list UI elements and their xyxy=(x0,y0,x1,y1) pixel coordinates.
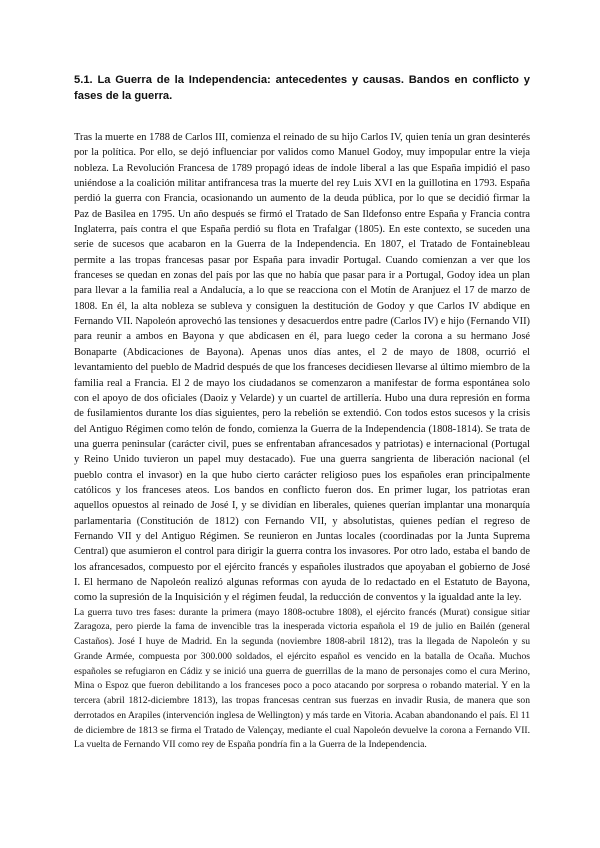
section-heading: 5.1. La Guerra de la Independencia: antecedentes y causas. Bandos en conflicto y fases de la guerra. xyxy=(74,74,530,102)
body-paragraph-phases: La guerra tuvo tres fases: durante la primera (mayo 1808-octubre 1808), el ejército francés (Murat) consigue sitiar Zaragoza, pero pierde la fama de invencible tras la inesperada victoria española el 19 de julio en Bailén (general Castaños). José I huye de Madrid. En la segunda (noviembre 1808-abril 1812), tras la llegada de Napoleón y su Grande Armée, compuesta por 300.000 soldados, el ejército español es vencido en la batalla de Ocaña. Muchos españoles se refugiaron en Cádiz y se inició una guerra de guerrillas de la mano de personajes como el cura Merino, Mina o Espoz que fueron debilitando a los franceses poco a poco atacando por sorpresa o robando material. Y en la tercera (abril 1812-diciembre 1813), las tropas francesas centran sus fuerzas en invadir Rusia, de manera que son derrotados en Arapiles (intervención inglesa de Wellington) y más tarde en Vitoria. Acaban abandonando el país. El 11 de diciembre de 1813 se firma el Tratado de Valençay, mediante el cual Napoleón devuelve la corona a Fernando VII. La vuelta de Fernando VII como rey de España pondría fin a la Guerra de la Independencia. xyxy=(74,606,530,751)
body-paragraph-causes: Tras la muerte en 1788 de Carlos III, comienza el reinado de su hijo Carlos IV, quien tenía un gran desinterés por la política. Por ello, se dejó influenciar por validos como Manuel Godoy, muy impopular entre la vieja nobleza. La Revolución Francesa de 1789 propagó ideas de índole liberal a las que España impidió el paso uniéndose a la coalición militar antifrancesa tras la muerte del rey Luis XVI en la guillotina en 1793. España perdió la guerra con Francia, ocasionando un aumento de la deuda pública, por lo que se decidió firmar la Paz de Basilea en 1795. Un año después se firmó el Tratado de San Ildefonso entre España y Francia contra Inglaterra, país contra el que España perdió su flota en Trafalgar (1805). En este contexto, se suceden una serie de sucesos que acabaron en la Guerra de la Independencia. En 1807, el Tratado de Fontainebleau permite a las tropas francesas pasar por España para invadir Portugal. Cuando comienzan a ver que los franceses se quedan en zonas del país por las que no había que pasar para ir a Portugal, Godoy idea un plan para llevar a la familia real a Andalucía, a lo que se reacciona con el Motín de Aranjuez el 17 de marzo de 1808. En él, la alta nobleza se subleva y consiguen la destitución de Godoy y que Carlos IV abdique en Fernando VII. Napoleón aprovechó las tensiones y desacuerdos entre padre (Carlos IV) e hijo (Fernando VII) para reunir a ambos en Bayona y que abdicasen en él, para luego ceder la corona a su hermano José Bonaparte (Abdicaciones de Bayona). Apenas unos días antes, el 2 de mayo de 1808, ocurrió el levantamiento del pueblo de Madrid después de que los franceses decidiesen llevarse al último miembro de la familia real a Francia. El 2 de mayo los ciudadanos se comenzaron a manifestar de forma espontánea solo con el apoyo de dos oficiales (Daoiz y Velarde) y un cuartel de artillería. Hubo una dura represión en forma de fusilamientos durante los días siguientes, pero la rebelión se extendió. Con todos estos sucesos y la crisis del Antiguo Régimen como telón de fondo, comienza la Guerra de la Independencia (1808-1814). Se trata de una guerra peninsular (carácter civil, pues se enfrentaban afrancesados y patriotas) e internacional (Portugal y Reino Unido tuvieron un papel muy destacado). Fue una guerra sangrienta de liberación nacional (el pueblo contra el invasor) en la que hubo cierto carácter religioso pues los españoles eran principalmente católicos y los franceses ateos. Los bandos en conflicto fueron dos. En primer lugar, los patriotas eran aquellos opuestos al reinado de José I, y se dividían en liberales, quienes querían implantar una monarquía parlamentaria (Constitución de 1812) con Fernando VII, y absolutistas, quienes pedían el regreso de Fernando VII y del Antiguo Régimen. Se reunieron en Juntas locales (coordinadas por la Junta Suprema Central) que asumieron el control para dirigir la guerra contra los invasores. Por otro lado, estaba el bando de los afrancesados, compuesto por el ejército francés y españoles ilustrados que apoyaban el gobierno de José I. El hermano de Napoleón realizó algunas reformas con ayuda de lo redactado en el Estatuto de Bayona, como la supresión de la Inquisición y el régimen feudal, la reducción de conventos y la igualdad ante la ley. xyxy=(74,132,530,604)
document-page xyxy=(74,72,530,753)
